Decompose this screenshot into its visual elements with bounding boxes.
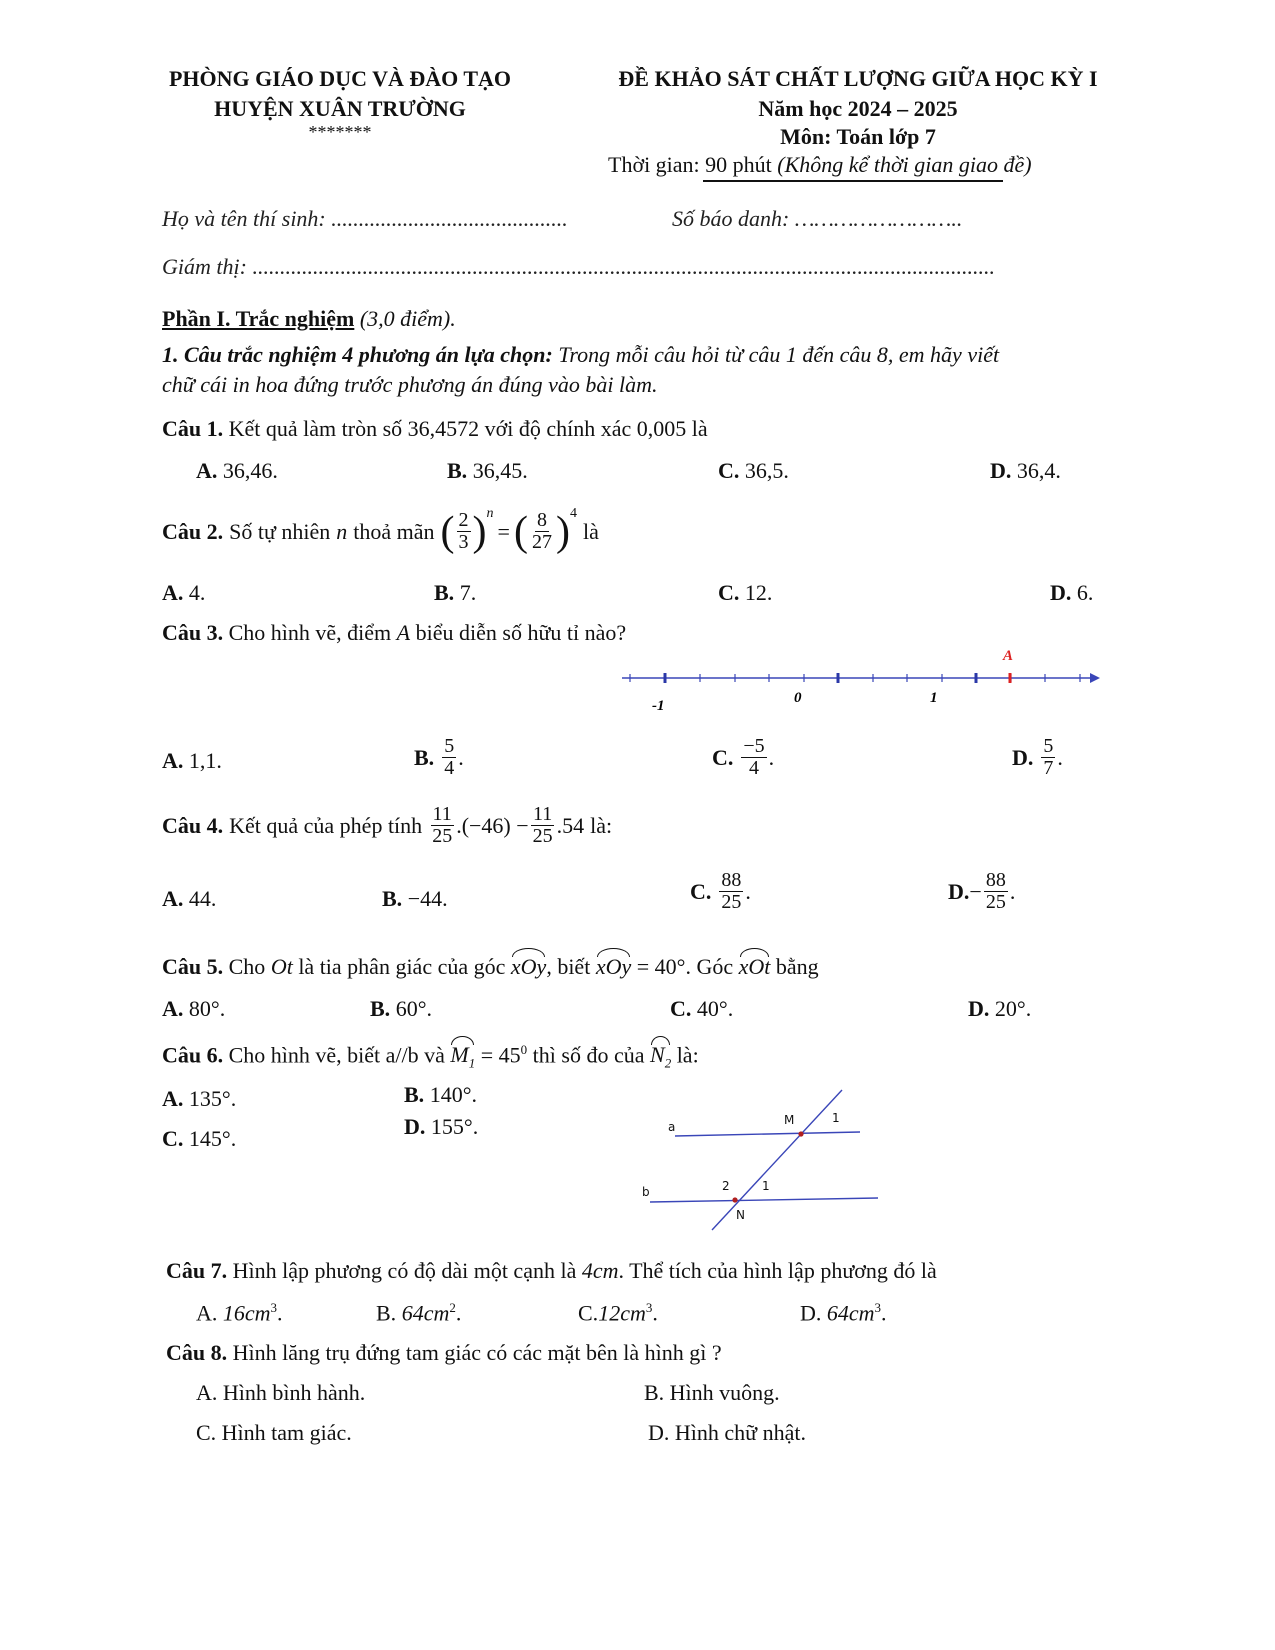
header-department: PHÒNG GIÁO DỤC VÀ ĐÀO TẠO — [168, 66, 512, 91]
q5-option-d[interactable]: D. 20°. — [968, 996, 1032, 1021]
point-m — [798, 1131, 803, 1136]
q6-option-c[interactable]: C. 145°. — [162, 1126, 237, 1151]
section1-title: 1. Câu trắc nghiệm 4 phương án lựa chọn: — [162, 342, 553, 367]
header-district: HUYỆN XUÂN TRƯỜNG — [214, 96, 466, 121]
label-zero: 0 — [794, 690, 802, 706]
line-a — [675, 1132, 860, 1136]
candidate-name-field[interactable]: Họ và tên thí sinh: ........................................... — [162, 206, 568, 231]
q8-option-c[interactable]: C. Hình tam giác. — [196, 1420, 352, 1445]
label-minus-one: -1 — [652, 698, 665, 714]
line-b — [650, 1198, 878, 1202]
q2-fraction-2: $\frac{8}{27}$ — [531, 509, 552, 553]
part1-heading — [162, 306, 456, 332]
exam-title: ĐỀ KHẢO SÁT CHẤT LƯỢNG GIỮA HỌC KỲ I — [618, 66, 1098, 91]
time-underline — [703, 180, 1003, 182]
q3-option-d[interactable]: D. $\frac{5}{7}$ . — [1012, 735, 1063, 779]
label-m-angle-1: 1 — [832, 1111, 840, 1125]
proctor-field[interactable]: Giám thị: ....................................................................................................................................... — [162, 254, 995, 279]
label-n: N — [736, 1208, 745, 1222]
q2-text-c: là — [582, 518, 599, 544]
header-stars: ******* — [308, 122, 372, 142]
q2-fraction-1: $\frac{2}{3}$ — [458, 509, 469, 553]
q1-option-d-value: 36,4. — [1016, 458, 1061, 483]
parallel-lines-figure — [642, 1086, 900, 1236]
subject: Môn: Toán lớp 7 — [780, 124, 936, 149]
exam-time — [608, 152, 1032, 178]
part1-title: Phần I. Trắc nghiệm — [162, 306, 355, 331]
q1-label: Câu 1. — [162, 416, 224, 441]
label-n-angle-1: 1 — [762, 1179, 770, 1193]
q3-label: Câu 3. — [162, 620, 224, 645]
q4-option-a[interactable]: A. 44. — [162, 886, 217, 911]
q4-option-c[interactable]: C. $\frac{88}{25}$ . — [690, 869, 751, 913]
label-m: M — [784, 1113, 795, 1127]
q4-label: Câu 4. — [162, 812, 224, 838]
q7-option-c[interactable]: $C.12cm^3$. — [578, 1300, 658, 1326]
q3-text-a: Cho hình vẽ, điểm — [228, 620, 392, 645]
q1-option-c[interactable] — [718, 458, 789, 484]
q1-option-a-value: 36,46. — [222, 458, 278, 483]
school-year: Năm học 2024 – 2025 — [758, 96, 958, 121]
question-7: Câu 7. Hình lập phương có độ dài một cạnh là 4cm. Thể tích của hình lập phương đó là — [166, 1258, 937, 1283]
section1-text2: chữ cái in hoa đứng trước phương án đúng vào bài làm. — [162, 372, 658, 397]
question-2 — [162, 506, 599, 555]
q2-option-c[interactable]: C. 12. — [718, 580, 773, 605]
q2-text-b: thoả mãn — [353, 518, 435, 544]
q5-option-a[interactable]: A. 80°. — [162, 996, 226, 1021]
q1-option-b[interactable] — [447, 458, 528, 484]
q1-text: Kết quả làm tròn số 36,4572 với độ chính xác 0,005 là — [228, 416, 708, 441]
q6-angle-n2: $N_2$ — [650, 1042, 672, 1071]
q4-text: Kết quả của phép tính — [229, 812, 423, 838]
q8-option-a[interactable]: A. Hình bình hành. — [196, 1380, 366, 1405]
q1-option-d[interactable] — [990, 458, 1061, 484]
label-a: a — [668, 1120, 676, 1134]
q6-option-b[interactable]: B. 140°. — [404, 1082, 477, 1107]
q5-option-b[interactable]: B. 60°. — [370, 996, 432, 1021]
question-5: Câu 5. Cho Ot là tia phân giác của góc xOy, biết xOy = 40°. Góc xOt bằng — [162, 954, 819, 979]
q1-option-c-value: 36,5. — [744, 458, 789, 483]
q2-label: Câu 2. — [162, 518, 224, 544]
q3-var-a: A — [396, 620, 411, 645]
q6-label: Câu 6. — [162, 1042, 224, 1068]
q2-equation: ( $\frac{2}{3}$ ) n = ( $\frac{8}{27}$ ) 4 — [440, 506, 577, 555]
q7-label: Câu 7. — [166, 1258, 228, 1283]
time-label: Thời gian: 90 phút — [608, 152, 772, 177]
q5-angle-xoy-2: xOy — [595, 954, 632, 979]
number-line-arrow — [1090, 673, 1100, 683]
label-one: 1 — [930, 690, 938, 706]
label-n-angle-2: 2 — [722, 1179, 730, 1193]
q2-option-a[interactable]: A. 4. — [162, 580, 206, 605]
question-3 — [162, 620, 626, 646]
q1-option-b-value: 36,45. — [472, 458, 528, 483]
q7-option-a[interactable]: A. $16cm^3$. — [196, 1300, 283, 1326]
q4-option-d[interactable]: D. − $\frac{88}{25}$ . — [948, 869, 1016, 913]
q7-edge: 4cm — [581, 1258, 619, 1283]
point-n — [732, 1197, 737, 1202]
q1-option-c-letter: C. — [718, 458, 740, 483]
q7-option-d[interactable]: D. $64cm^3$. — [800, 1300, 887, 1326]
q5-angle-xoy: xOy — [510, 954, 547, 979]
section1-instructions — [162, 342, 999, 368]
q4-expression: $\frac{11}{25}$ .(−46) − $\frac{11}{25}$ .54 — [432, 803, 585, 847]
q5-angle-xot: xOt — [738, 954, 771, 979]
section1-text1: Trong mỗi câu hỏi từ câu 1 đến câu 8, em hãy viết — [558, 342, 1000, 367]
q8-option-b[interactable]: B. Hình vuông. — [644, 1380, 780, 1405]
q5-ray-ot: Ot — [270, 954, 293, 979]
q6-option-a[interactable]: A. 135°. — [162, 1086, 237, 1111]
q1-option-d-letter: D. — [990, 458, 1012, 483]
q2-option-b[interactable]: B. 7. — [434, 580, 477, 605]
q5-option-c[interactable]: C. 40°. — [670, 996, 734, 1021]
point-a-label: A — [1003, 648, 1014, 664]
number-line-figure — [620, 642, 1100, 722]
question-1 — [162, 416, 708, 442]
q6-option-d[interactable]: D. 155°. — [404, 1114, 479, 1139]
q2-text-a: Số tự nhiên — [229, 518, 331, 544]
q7-option-b[interactable]: B. $64cm^2$. — [376, 1300, 462, 1326]
question-8: Câu 8. Hình lăng trụ đứng tam giác có các mặt bên là hình gì ? — [166, 1340, 722, 1365]
q1-option-a[interactable] — [196, 458, 278, 484]
q2-option-d[interactable]: D. 6. — [1050, 580, 1094, 605]
part1-points: (3,0 điểm). — [359, 306, 456, 331]
question-4 — [162, 804, 612, 847]
q1-option-b-letter: B. — [447, 458, 468, 483]
q4-tail: là: — [590, 812, 613, 838]
q8-option-d[interactable]: D. Hình chữ nhật. — [648, 1420, 806, 1445]
candidate-number-field[interactable]: Số báo danh: …………………….. — [672, 206, 963, 231]
q3-text-b: biểu diễn số hữu tỉ nào? — [415, 620, 627, 645]
label-b: b — [642, 1185, 650, 1199]
q1-option-a-letter: A. — [196, 458, 218, 483]
q6-angle-m1: $M_1$ — [450, 1042, 476, 1071]
time-note: (Không kể thời gian giao đề) — [777, 152, 1032, 177]
q3-option-a[interactable]: A. 1,1. — [162, 748, 222, 773]
q2-var-n: n — [336, 518, 348, 544]
q3-option-c[interactable]: C. $\frac{-5}{4}$ . — [712, 735, 775, 779]
q8-label: Câu 8. — [166, 1340, 228, 1365]
q3-option-b[interactable]: B. $\frac{5}{4}$ . — [414, 735, 464, 779]
q4-option-b[interactable]: B. −44. — [382, 886, 448, 911]
q5-label: Câu 5. — [162, 954, 224, 979]
transversal — [712, 1090, 842, 1230]
question-6: Câu 6. Cho hình vẽ, biết a//b và $M_1 = 45^0$ thì số đo của $N_2$ là: — [162, 1042, 699, 1071]
